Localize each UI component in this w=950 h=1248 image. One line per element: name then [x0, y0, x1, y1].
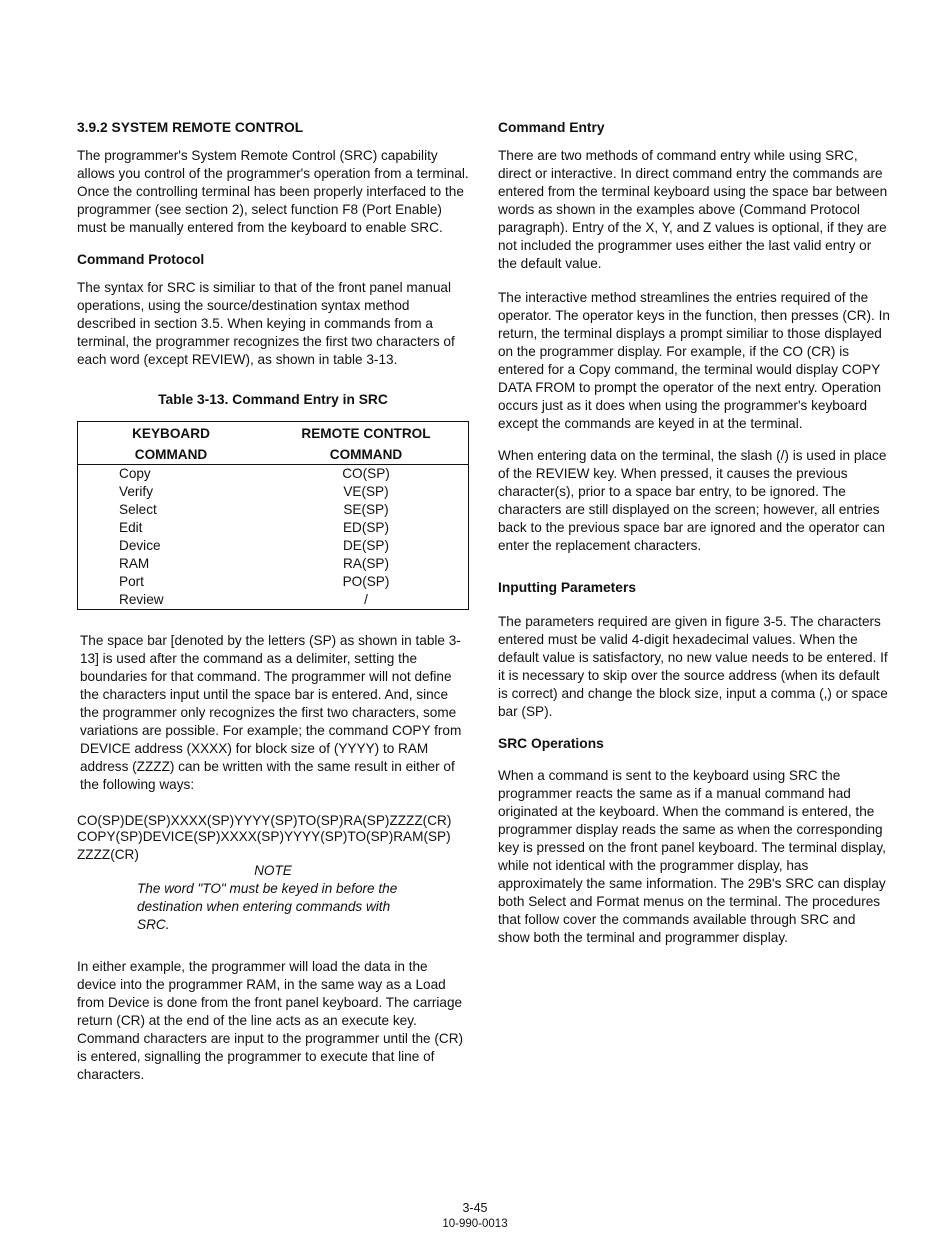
interactive-method-paragraph: The interactive method streamlines the entries required of the operator. The operator keys in the function, then presses (CR). In return, the terminal displays a prompt similiar to those displayed on the programmer display. For example, if the CO (CR) is entered for a Copy command, the terminal would display COPY DATA FROM to prompt the operator of the next entry. Operation occurs just as it does when using the programmer's keyboard except the commands are keyed in at the terminal.	[498, 290, 890, 431]
command-entry-table	[77, 421, 469, 610]
remote-command-cell: SE(SP)	[343, 502, 389, 517]
src-operations-paragraph: When a command is sent to the keyboard using SRC the programmer reacts the same as if a manual command had originated at the keyboard. When the command is entered, the programmer display reads the same as when the corresponding key is pressed on the front panel keyboard. The terminal display, while not identical with the programmer display, has approximately the same information. The 29B's SRC can display both Select and Format menus on the terminal. The procedures that follow cover the commands available through SRC and show both the terminal and programmer display.	[498, 768, 886, 945]
inputting-parameters-paragraph: The parameters required are given in figure 3-5. The characters entered must be valid 4-digit hexadecimal values. When the default value is satisfactory, no new value needs to be entered. If it is necessary to skip over the source address (when its default is correct) and change the block size, input a comma (,) or space bar (SP).	[498, 614, 888, 719]
table-caption: Table 3-13. Command Entry in SRC	[158, 392, 388, 407]
table-row	[78, 555, 469, 573]
slash-key-paragraph: When entering data on the terminal, the slash (/) is used in place of the REVIEW key. When pressed, it causes the previous character(s), prior to a space bar entry, to be ignored. The characters are still displayed on the screen; however, all entries back to the previous space bar are ignored and the operator can enter the replacement characters.	[498, 448, 887, 553]
note-title: NOTE	[254, 863, 292, 878]
note-text: The word "TO" must be keyed in before the destination when entering commands with SRC.	[137, 881, 398, 932]
src-operations-heading: SRC Operations	[498, 736, 604, 751]
table-row	[78, 537, 469, 555]
page-number: 3-45	[462, 1201, 488, 1215]
document-number: 10-990-0013	[442, 1218, 508, 1230]
right-column	[498, 116, 890, 947]
inputting-parameters-heading: Inputting Parameters	[498, 580, 636, 595]
keyboard-command-cell: RAM	[119, 556, 150, 571]
command-entry-paragraph: There are two methods of command entry while using SRC, direct or interactive. In direct command entry the commands are entered from the terminal keyboard using the space bar between words as shown in the examples above (Command Protocol paragraph). Entry of the X, Y, and Z values is optional, if they are not included the programmer uses either the last valid entry or the default value.	[498, 148, 888, 271]
keyboard-command-cell: Device	[119, 538, 161, 553]
keyboard-header-line2: COMMAND	[78, 443, 265, 465]
keyboard-command-cell: Select	[119, 502, 157, 517]
remote-command-cell: /	[264, 591, 469, 610]
left-column	[77, 116, 469, 1084]
example-command-1: CO(SP)DE(SP)XXXX(SP)YYYY(SP)TO(SP)RA(SP)ZZZZ(CR)	[77, 813, 452, 828]
closing-paragraph: In either example, the programmer will load the data in the device into the programmer RAM, in the same way as a Load from Device is done from the front panel keyboard. The carriage return (CR) at the end of the line acts as an execute key. Command characters are input to the programmer until the (CR) is entered, signalling the programmer to execute that line of characters.	[77, 959, 464, 1082]
table-row	[78, 483, 469, 501]
space-bar-paragraph: The space bar [denoted by the letters (SP) as shown in table 3-13] is used after the command as a delimiter, setting the boundaries for that command. The programmer will not define the characters input until the space bar is entered. And, since the programmer only recognizes the first two characters, some variations are possible. For example; the command COPY from DEVICE address (XXXX) for block size of (YYYY) to RAM address (ZZZZ) can be written with the same result in either of the following ways:	[80, 633, 462, 792]
remote-header-line2: COMMAND	[264, 443, 469, 465]
keyboard-command-cell: Port	[119, 574, 144, 589]
table-row	[78, 519, 469, 537]
table-row	[78, 465, 469, 484]
intro-paragraph: The programmer's System Remote Control (SRC) capability allows you control of the programmer's operation from a terminal. Once the controlling terminal has been properly interfaced to the programmer (see section 2), select function F8 (Port Enable) must be manually entered from the keyboard to enable SRC.	[77, 148, 469, 235]
keyboard-command-cell: Verify	[119, 484, 153, 499]
command-protocol-paragraph: The syntax for SRC is similiar to that of the front panel manual operations, using the source/destination syntax method described in section 3.5. When keying in commands from a terminal, the programmer recognizes the first two characters of each word (except REVIEW), as shown in table 3-13.	[77, 280, 455, 367]
table-row	[78, 501, 469, 519]
remote-command-cell: DE(SP)	[342, 538, 390, 553]
remote-header-line1: REMOTE CONTROL	[301, 426, 431, 441]
table-row	[78, 591, 469, 610]
remote-command-cell: RA(SP)	[342, 556, 390, 571]
keyboard-command-cell: Review	[78, 591, 265, 610]
remote-command-cell: VE(SP)	[343, 484, 389, 499]
remote-command-cell: ED(SP)	[342, 520, 390, 535]
section-heading: 3.9.2 SYSTEM REMOTE CONTROL	[77, 120, 304, 135]
keyboard-command-cell: Edit	[119, 520, 143, 535]
keyboard-command-cell: Copy	[119, 466, 151, 481]
remote-command-cell: PO(SP)	[342, 574, 390, 589]
keyboard-header-line1: KEYBOARD	[132, 426, 210, 441]
example-command-2: COPY(SP)DEVICE(SP)XXXX(SP)YYYY(SP)TO(SP)RAM(SP) ZZZZ(CR)	[77, 829, 451, 862]
table-row	[78, 573, 469, 591]
remote-command-cell: CO(SP)	[342, 466, 390, 481]
command-protocol-heading: Command Protocol	[77, 252, 205, 267]
command-entry-heading: Command Entry	[498, 120, 605, 135]
